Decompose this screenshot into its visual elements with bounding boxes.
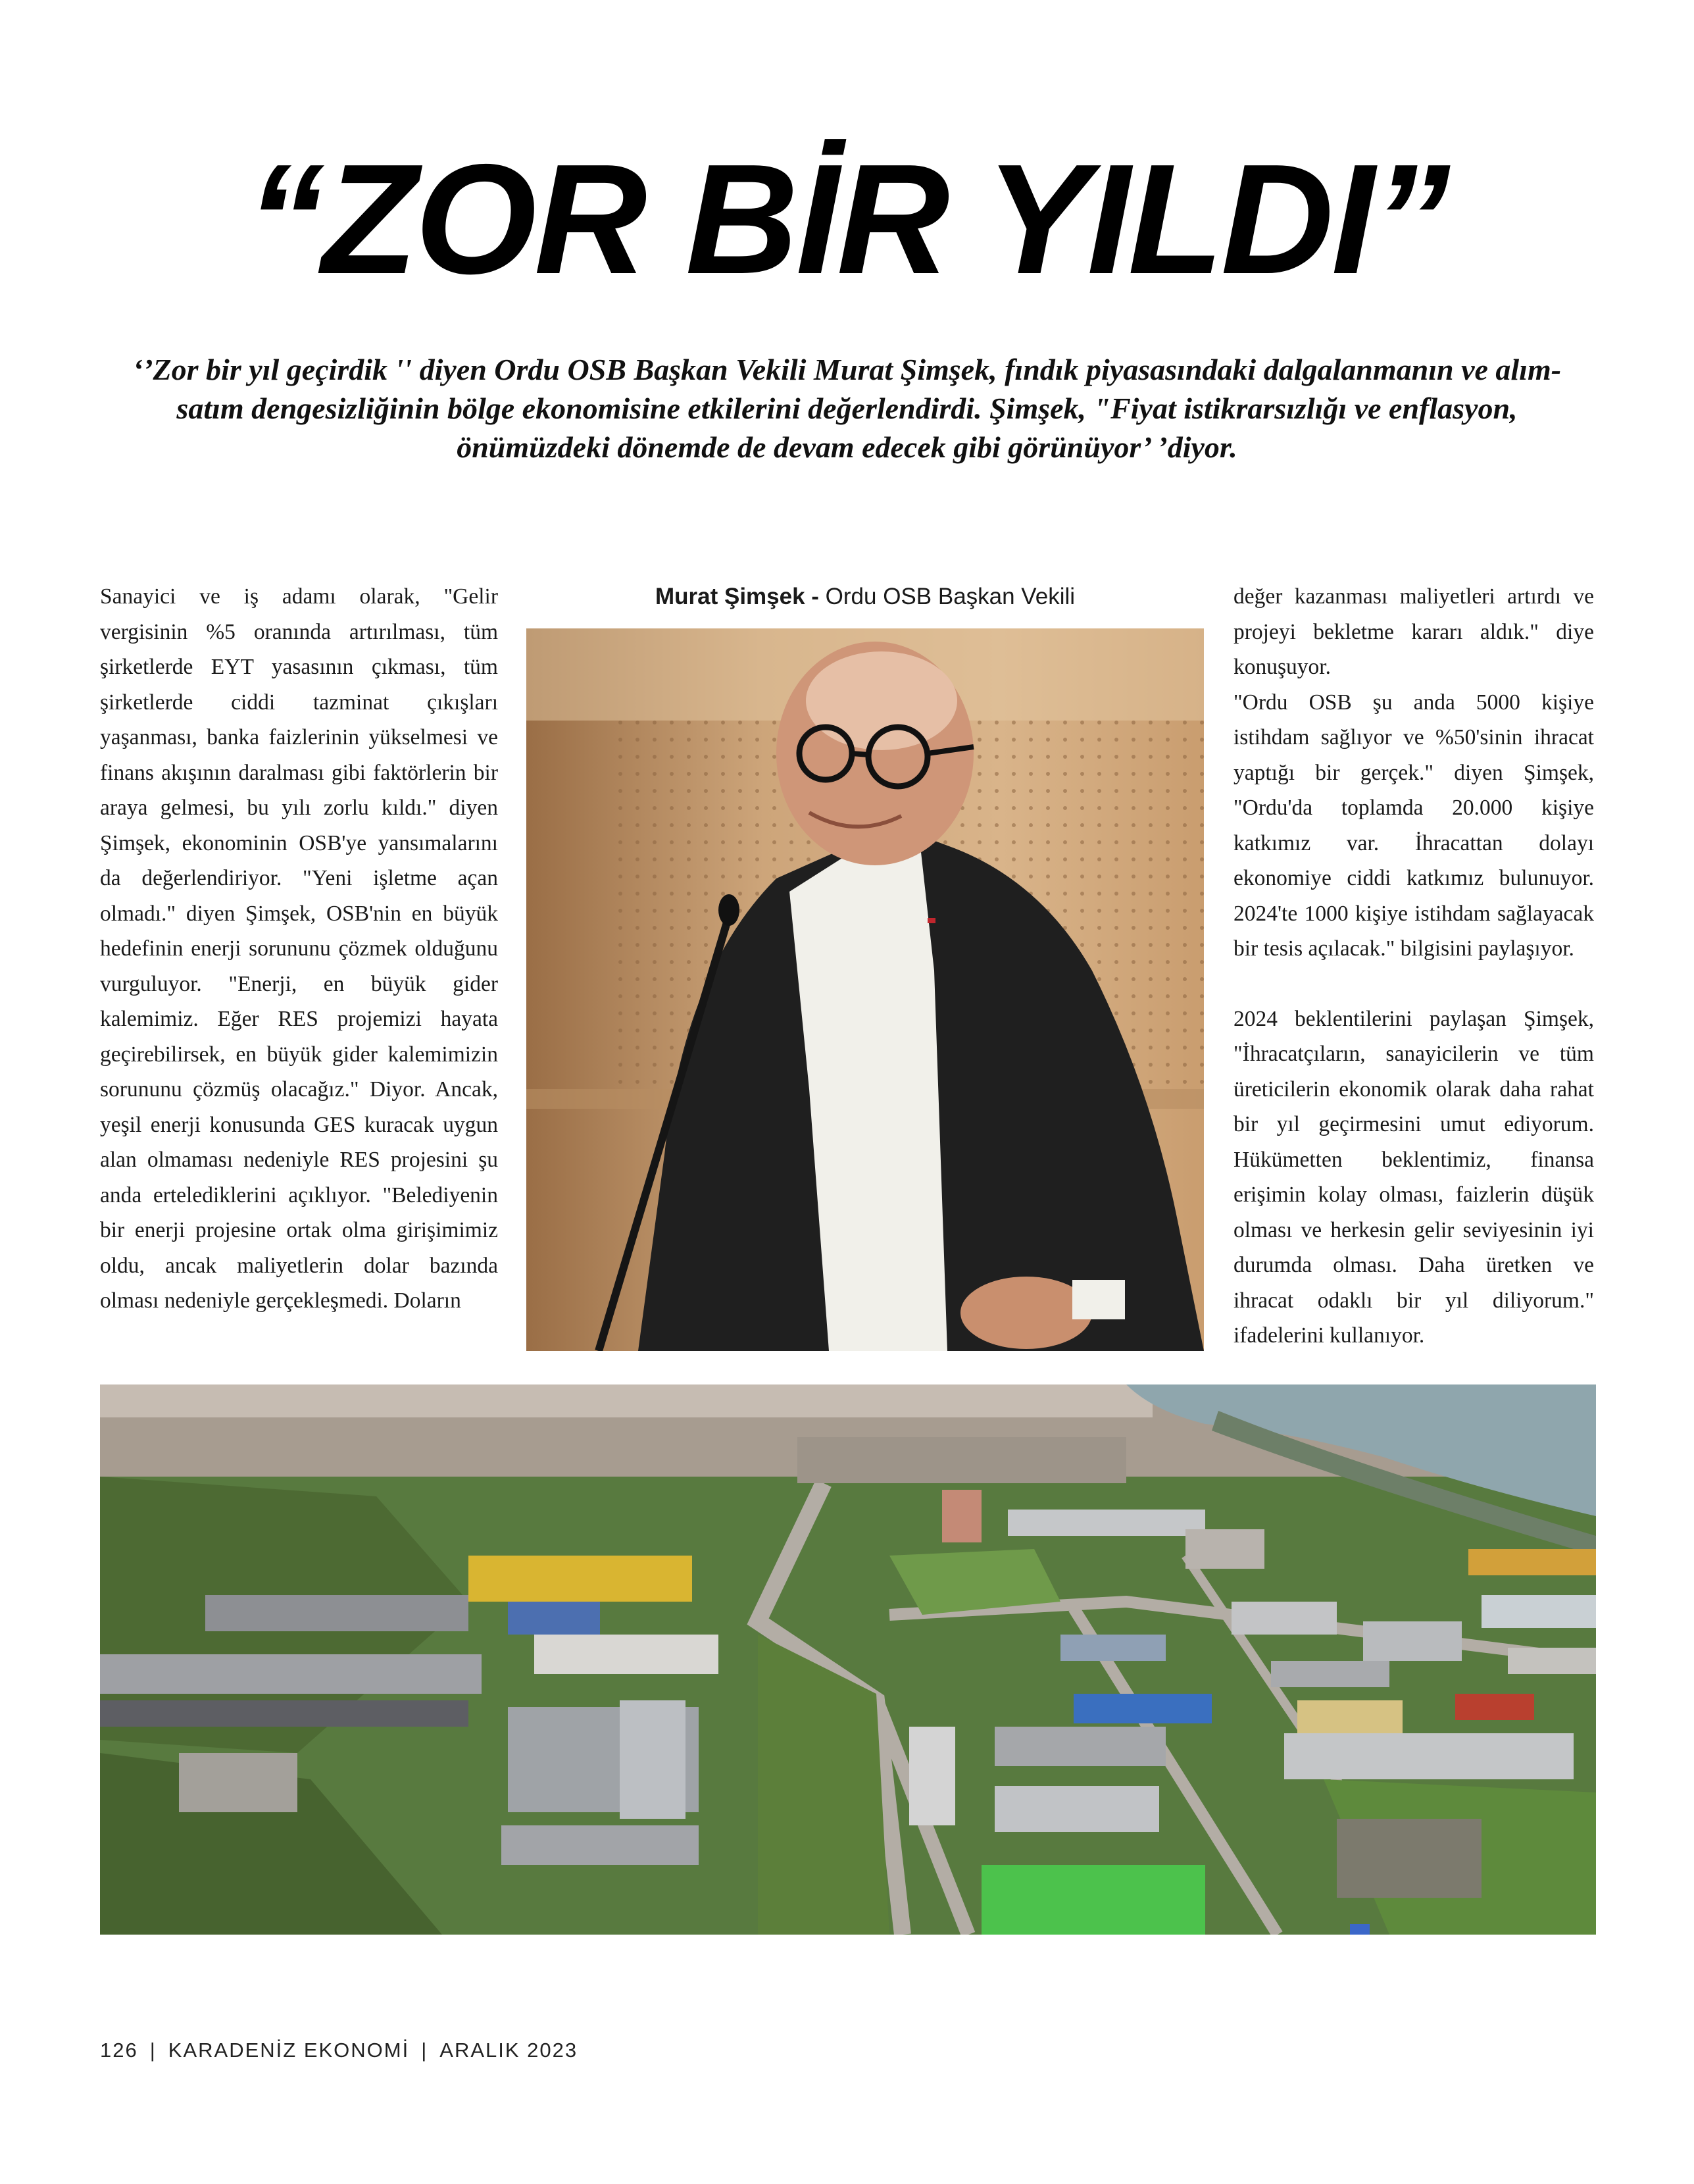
magazine-name: KARADENİZ EKONOMİ: [168, 2039, 410, 2062]
page-number: 126: [100, 2039, 138, 2062]
footer-separator: |: [149, 2039, 157, 2062]
headline: “ZOR BİR YILDI”: [246, 132, 1448, 307]
caption-name: Murat Şimşek -: [655, 584, 819, 609]
left-column: [100, 579, 498, 1319]
aerial-osb-photo: [100, 1384, 1596, 1935]
photo-caption: [526, 579, 1204, 614]
caption-title: Ordu OSB Başkan Vekili: [825, 584, 1076, 609]
footer-separator: |: [421, 2039, 428, 2062]
portrait-photo: [526, 628, 1204, 1351]
right-column-paragraph-3: 2024 beklentilerini paylaşan Şimşek, "İhracatçıların, sanayicilerin ve tüm üreticilerin ekonomik olarak daha rahat bir yıl geçirmesini umut ediyorum. Hükümetten beklentimiz, finansa erişimin kolay olması, faizlerin düşük olması ve herkesin gelir seviyesinin iyi durumda olması. Daha üretken ve ihracat odaklı bir yıl diliyorum." ifadelerini kullanıyor.: [1233, 1006, 1594, 1348]
issue-date: ARALIK 2023: [439, 2039, 578, 2062]
right-column-paragraph-1: değer kazanması maliyetleri artırdı ve projeyi bekletme kararı aldık." diye konuşuyor.: [1233, 584, 1594, 679]
lead-paragraph: ‘’Zor bir yıl geçirdik '' diyen Ordu OSB Başkan Vekili Murat Şimşek, fındık piyasasındaki dalgalanmanın ve alım-satım dengesizliğinin bölge ekonomisine etkilerini değerlendirdi. Şimşek, "Fiyat istikrarsızlığı ve enflasyon, önümüzdeki dönemde de devam edecek gibi görünüyor’ ’diyor.: [132, 353, 1562, 464]
left-column-text: Sanayici ve iş adamı olarak, "Gelir vergisinin %5 oranında artırılması, tüm şirketlerde EYT yasasının çıkması, tüm şirketlerde ciddi tazminat çıkışları yaşanması, banka faizlerinin yükselmesi ve finans akışının daralması gibi faktörlerin bir araya gelmesi, bu yılı zorlu kıldı." diyen Şimşek, ekonominin OSB'ye yansımalarını da değerlendiriyor. "Yeni işletme açan olmadı." diyen Şimşek, OSB'nin en büyük hedefinin enerji sorununu çözmek olduğunu vurguluyor. "Enerji, en büyük gider kalemimiz. Eğer RES projemizi hayata geçirebilirsek, en büyük gider kalemimizin sorununu çözmüş olacağız." Diyor. Ancak, yeşil enerji konusunda GES kuracak uygun alan olmaması nedeniyle RES projesini şu anda ertelediklerini açıklıyor. "Belediyenin bir enerji projesine ortak olma girişimimiz oldu, ancak maliyetlerin dolar bazında olması nedeniyle gerçekleşmedi. Doların: [100, 584, 498, 1313]
right-column: [1233, 579, 1594, 1354]
paragraph-gap: [1233, 967, 1594, 1002]
right-column-paragraph-2: "Ordu OSB şu anda 5000 kişiye istihdam sağlıyor ve %50'sinin ihracat yaptığı bir gerçek." diyen Şimşek, "Ordu'da toplamda 20.000 kişiye katkımız var. İhracattan dolayı ekonomiye ciddi katkımız bulunuyor. 2024'te 1000 kişiye istihdam sağlayacak bir tesis açılacak." bilgisini paylaşıyor.: [1233, 690, 1594, 961]
page-footer: [100, 2039, 578, 2062]
